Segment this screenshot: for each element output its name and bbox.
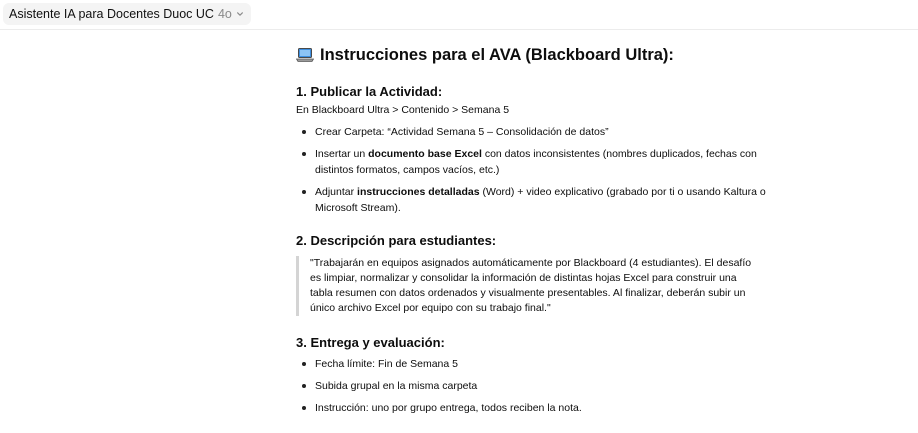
chevron-down-icon bbox=[236, 10, 244, 18]
list-item: Subida grupal en la misma carpeta bbox=[296, 378, 766, 394]
header-divider bbox=[0, 29, 918, 30]
model-selector-button[interactable] bbox=[3, 3, 251, 25]
delivery-list bbox=[296, 356, 766, 416]
assistant-message bbox=[296, 40, 766, 416]
list-item: Fecha límite: Fin de Semana 5 bbox=[296, 356, 766, 372]
student-description-quote: "Trabajarán en equipos asignados automáticamente por Blackboard (4 estudiantes). El desafío es limpiar, normalizar y consolidar la información de distintas hojas Excel para construir una tabla resumen con datos ordenados y visualmente presentables. Al finalizar, deberán subir un único archivo Excel por equipo con su trabajo final." bbox=[296, 256, 762, 316]
list-item: Instrucción: uno por grupo entrega, todos reciben la nota. bbox=[296, 400, 766, 416]
message-title-text: Instrucciones para el AVA (Blackboard Ultra): bbox=[320, 45, 674, 64]
navigation-path: En Blackboard Ultra > Contenido > Semana 5 bbox=[296, 104, 510, 116]
section-heading-description: 2. Descripción para estudiantes: bbox=[296, 233, 497, 248]
message-title bbox=[296, 43, 766, 67]
list-item: Adjuntar instrucciones detalladas (Word) + video explicativo (grabado por ti o usando Kaltura o Microsoft Stream). bbox=[296, 184, 766, 216]
model-version: 4o bbox=[217, 7, 232, 21]
list-item: Insertar un documento base Excel con datos inconsistentes (nombres duplicados, fechas con distintos formatos, campos vacíos, etc.) bbox=[296, 146, 766, 178]
list-item: Crear Carpeta: “Actividad Semana 5 – Consolidación de datos” bbox=[296, 124, 766, 140]
laptop-icon bbox=[296, 47, 314, 63]
model-name: Asistente IA para Docentes Duoc UC bbox=[9, 7, 214, 21]
section-heading-delivery: 3. Entrega y evaluación: bbox=[296, 335, 445, 350]
top-bar bbox=[0, 0, 918, 30]
publish-steps-list bbox=[296, 124, 766, 216]
section-heading-publish: 1. Publicar la Actividad: bbox=[296, 84, 443, 99]
